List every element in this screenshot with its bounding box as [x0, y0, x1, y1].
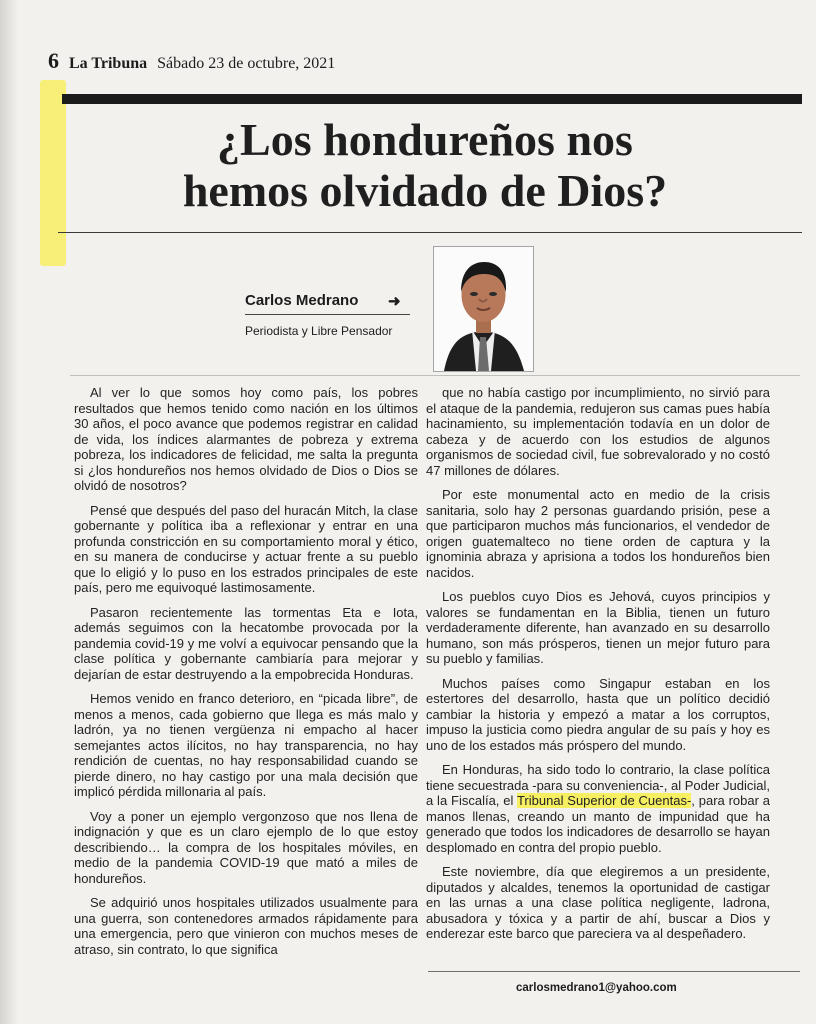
newspaper-name: La Tribuna	[69, 55, 148, 72]
headline-line-2: hemos olvidado de Dios?	[182, 165, 668, 216]
page-header	[48, 48, 335, 74]
author-photo	[433, 246, 534, 372]
article-paragraph: Este noviembre, día que elegiremos a un presidente, diputados y alcaldes, tenemos la oportunidad de castigar en las urnas a una clase política negligente, ladrona, abusadora y tóxica y a partir de ahí, buscar a Dios y enderezar este barco que pareciera va al despeñadero.	[426, 864, 770, 941]
arrow-right-icon: ➜	[388, 293, 401, 310]
article-paragraph: Muchos países como Singapur estaban en los estertores del desarrollo, hasta que un político decidió cambiar la historia y empezó a matar a los corruptos, impuso la justicia como piedra angular de su país y hoy es uno de los estados más próspero del mundo.	[426, 675, 770, 753]
article-paragraph: que no había castigo por incumplimiento, no sirvió para el ataque de la pandemia, redujeron sus camas pues había hacinamiento, su implementación todavía en un dolor de cabeza y de acuerdo con los estudios de algunos organismos de sociedad civil, fue sobrevalorado y no costó 47 millones de dólares.	[426, 385, 770, 478]
title-rule	[58, 232, 802, 233]
article-headline	[70, 114, 780, 216]
author-email: carlosmedrano1@yahoo.com	[516, 982, 677, 994]
article-paragraph: Los pueblos cuyo Dios es Jehová, cuyos principios y valores se fundamentan en la Biblia, tienen un futuro verdaderamente diferente, han avanzado en su desarrollo humano, son más prósperos, tienen un mejor futuro para su pueblo y familias.	[426, 589, 770, 666]
article-column-right	[426, 385, 770, 965]
email-rule	[428, 971, 800, 972]
author-photo-icon	[434, 247, 533, 371]
author-name: Carlos Medrano	[245, 292, 359, 309]
article-paragraph: Voy a poner un ejemplo vergonzoso que nos llena de indignación y que es un claro ejemplo de lo que estoy describiendo… la compra de los hospitales móviles, en medio de la pandemia COVID-19 que mató a miles de hondureños.	[74, 808, 418, 886]
paragraph-text-before-highlight: En Honduras, ha sido todo lo contrario, la clase política tiene secuestrada -para su conveniencia-, al Poder Judicial, a la Fiscalía, el	[426, 762, 770, 808]
page-edge-shadow	[0, 0, 18, 1024]
author-role: Periodista y Libre Pensador	[245, 324, 393, 338]
page-number: 6	[48, 48, 59, 73]
top-rule	[62, 94, 802, 104]
column-separator-rule	[70, 375, 800, 376]
article-paragraph: Por este monumental acto en medio de la crisis sanitaria, solo hay 2 personas guardando prisión, pese a que participaron muchos más funcionarios, el vendedor de origen guatemalteco no tiene orden de captura y la ignominia abraza y aprisiona a todos los hondureños bien nacidos.	[426, 487, 770, 580]
article-paragraph: Se adquirió unos hospitales utilizados usualmente para una guerra, son contenedores armados rápidamente para una emergencia, pero que vinieron con muchos meses de atraso, sin contrato, lo que significa	[74, 895, 418, 957]
paragraph-text-after-highlight: , para robar a manos llenas, creando un manto de impunidad que ha generado que todos los indicadores de desarrollo se hayan desplomado en contra del propio pueblo.	[426, 793, 770, 855]
article-paragraph: Al ver lo que somos hoy como país, los pobres resultados que hemos tenido como nación en los últimos 30 años, el poco avance que podemos registrar en calidad de vida, los índices alarmantes de pobreza y extrema pobreza, los indicadores de felicidad, me salta la pregunta si ¿los hondureños nos hemos olvidado de Dios o Dios se olvidó de nosotros?	[74, 385, 418, 493]
author-rule	[245, 314, 410, 315]
article-column-left	[74, 385, 418, 1008]
article-paragraph-with-highlight	[426, 762, 770, 855]
article-paragraph: Pensé que después del paso del huracán Mitch, la clase gobernante y política iba a reflexionar y entrar en una profunda constricción en su comportamiento moral y ético, en su manera de conducirse y actuar frente a su pueblo que lo eligió y lo puso en los estrados principales de este país, pero me equivoqué lastimosamente.	[74, 502, 418, 595]
article-paragraph: Pasaron recientemente las tormentas Eta e Iota, además seguimos con la hecatombe provocada por la pandemia covid-19 y me volví a equivocar pensando que la clase política y gobernante cambiaría para mejorar y dejarían de estar destruyendo a la empobrecida Honduras.	[74, 604, 418, 682]
margin-highlight-mark	[40, 80, 66, 266]
headline-line-1: ¿Los hondureños nos	[217, 114, 633, 165]
publication-date: Sábado 23 de octubre, 2021	[157, 55, 336, 72]
article-paragraph: Hemos venido en franco deterioro, en “picada libre”, de menos a menos, cada gobierno que llega es más malo y ladrón, ya no tienen vergüenza ni empacho al hacer semejantes actos ilícitos, no hay transparencia, no hay rendición de cuentas, no hay responsabilidad cuando se pierde dinero, no hay castigo por una mala decisión que implicó pérdida millonaria al país.	[74, 691, 418, 799]
highlighted-text: Tribunal Superior de Cuentas-	[516, 793, 692, 808]
